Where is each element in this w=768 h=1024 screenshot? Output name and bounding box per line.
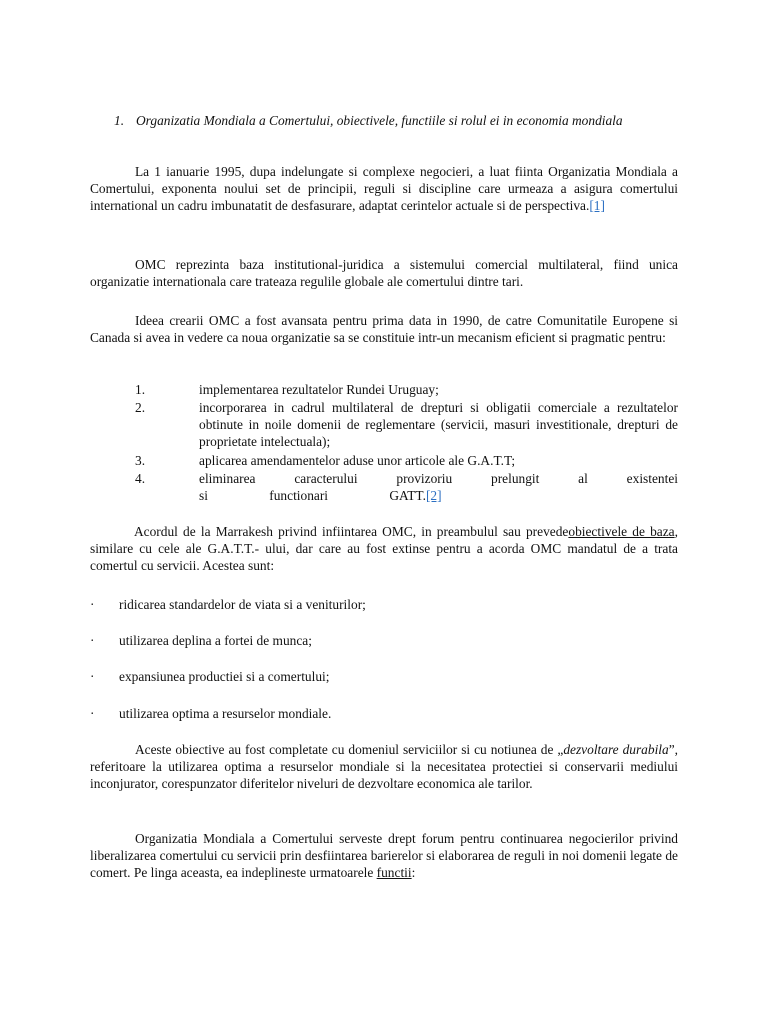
paragraph-omc-basis-text: OMC reprezinta baza institutional-juridica a sistemului comercial multilateral, fiind unica organizatie internationala care trateaza regulile globale ale comertului dintre tari. (90, 257, 678, 289)
bullet-item (90, 705, 678, 722)
heading-text: Organizatia Mondiala a Comertului, obiectivele, functiile si rolul ei in economia mondiala (136, 113, 623, 128)
section-heading (90, 112, 678, 129)
bullet-item (90, 632, 678, 649)
paragraph-marrakesh (90, 523, 678, 574)
list-item-text: implementarea rezultatelor Rundei Uruguay; (199, 382, 439, 397)
list-item-text: aplicarea amendamentelor aduse unor articole ale G.A.T.T; (199, 453, 516, 468)
sustainable-development-term: dezvoltare durabila (563, 742, 669, 757)
paragraph-marrakesh-text-end: , similare cu cele ale G.A.T.T.- ului, dar care au fost extinse pentru a acorda OMC mandatul de a trata comertul cu servicii. Acestea sunt: (90, 524, 678, 573)
bullet-text: utilizarea optima a resurselor mondiale. (119, 706, 332, 721)
bullet-symbol: · (90, 706, 95, 721)
bullet-item (90, 668, 678, 685)
footnote-ref-1[interactable]: [1] (589, 198, 605, 213)
list-item-text: eliminarea caracterului provizoriu prelungit al existentei (199, 471, 678, 486)
bullet-text: expansiunea productiei si a comertului; (119, 669, 330, 684)
paragraph-objectives (90, 741, 678, 792)
paragraph-functions (90, 830, 678, 881)
bullet-symbol: · (90, 633, 95, 648)
paragraph-idea (90, 312, 678, 346)
paragraph-founding-text: La 1 ianuarie 1995, dupa indelungate si complexe negocieri, a luat fiinta Organizatia Mondiala a Comertului, exponenta noului set de principii, reguli si discipline care urmeaza a asigura comertului international un cadru imbunatatit de desfasurare, adaptat cerintelor actuale si de perspectiva. (90, 164, 678, 213)
paragraph-idea-text: Ideea crearii OMC a fost avansata pentru prima data in 1990, de catre Comunitatile Europene si Canada si avea in vedere ca noua organizatie sa se constituie intr-un mecanism eficient si pragmatic pentru: (90, 313, 678, 345)
list-item-number: 3. (135, 453, 146, 468)
list-item (90, 381, 678, 398)
bullet-text: utilizarea deplina a fortei de munca; (119, 633, 312, 648)
bullet-item (90, 596, 678, 613)
paragraph-founding (90, 163, 678, 214)
list-item-number: 1. (135, 382, 146, 397)
paragraph-objectives-text: Aceste obiective au fost completate cu domeniul serviciilor si cu notiunea de „ (135, 742, 564, 757)
paragraph-objectives-text-end: ”, referitoare la utilizarea optima a resurselor mondiale si la necesitatea protectiei si conservarii mediului inconjurator, corespunzator diferitelor niveluri de dezvoltare economica ale tarilor. (90, 742, 678, 791)
list-item-text-line2: si functionari GATT. (199, 488, 426, 503)
objectives-link[interactable]: obiectivele de baza (568, 524, 675, 539)
paragraph-functions-text: Organizatia Mondiala a Comertului serveste drept forum pentru continuarea negocierilor privind liberalizarea comertului cu servicii prin desfiintarea barierelor si elaborarea de reguli in noi domenii legate de comert. Pe linga aceasta, ea indeplineste urmatoarele (90, 831, 678, 880)
functions-link[interactable]: functii (376, 865, 412, 880)
heading-number: 1. (114, 113, 125, 128)
list-item (90, 452, 678, 469)
list-item-text-continued (199, 487, 678, 504)
bullet-symbol: · (90, 669, 95, 684)
bullet-text: ridicarea standardelor de viata si a veniturilor; (119, 597, 366, 612)
footnote-ref-2[interactable]: [2] (425, 488, 442, 503)
paragraph-marrakesh-text: Acordul de la Marrakesh privind infiintarea OMC, in preambulul sau prevede (134, 524, 569, 539)
list-item-text: incorporarea in cadrul multilateral de drepturi si obligatii comerciale a rezultatelor obtinute in noile domenii de reglementare (servicii, masuri investitionale, drepturi de proprietate intelectuala); (199, 400, 678, 449)
list-item (90, 470, 678, 504)
paragraph-functions-colon: : (411, 865, 416, 880)
paragraph-omc-basis (90, 256, 678, 290)
list-item-number: 2. (135, 400, 146, 415)
list-item (90, 399, 678, 450)
bullet-symbol: · (90, 597, 95, 612)
list-item-number: 4. (135, 471, 146, 486)
